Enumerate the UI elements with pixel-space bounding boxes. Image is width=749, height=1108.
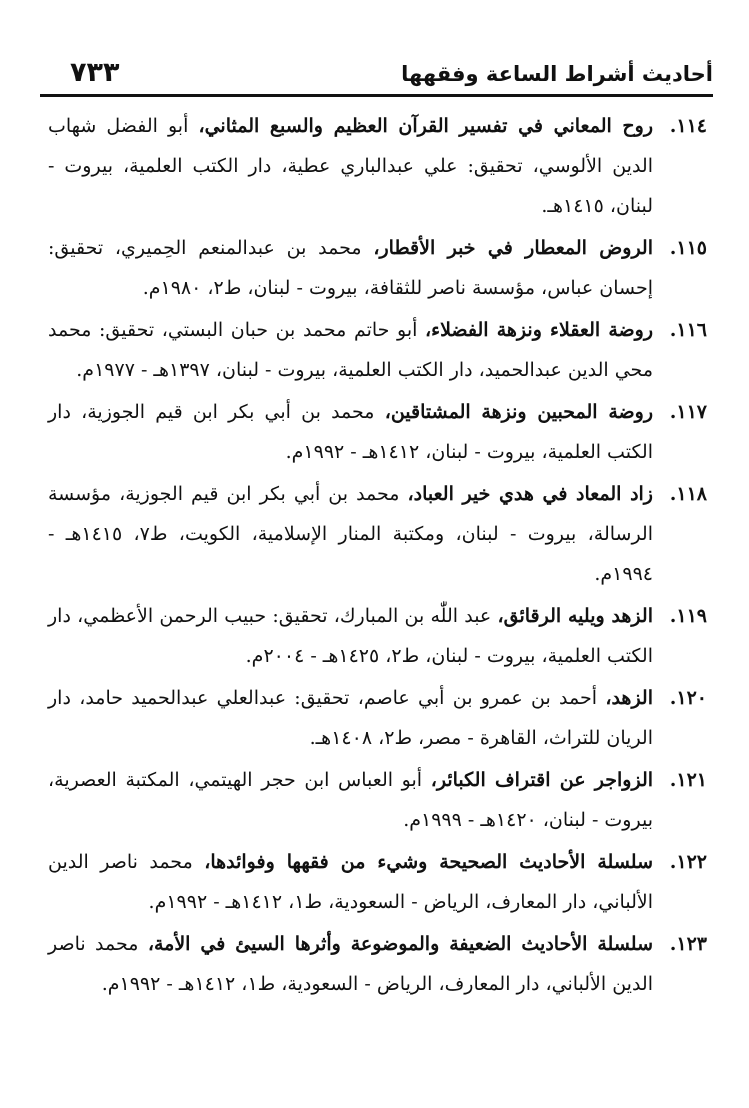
bibliography-entry-120 xyxy=(48,678,707,758)
entry-details: محمد ناصر الدين الألباني، دار المعارف، الرياض - السعودية، ط١، ١٤١٢هـ - ١٩٩٢م. xyxy=(48,851,653,913)
bibliography-entry-122 xyxy=(48,842,707,922)
entry-details: أحمد بن عمرو بن أبي عاصم، تحقيق: عبدالعلي عبدالحميد حامد، دار الريان للتراث، القاهرة - مصر، ط٢، ١٤٠٨هـ. xyxy=(48,687,653,749)
bibliography-list xyxy=(48,106,707,1006)
entry-details: أبو حاتم محمد بن حبان البستي، تحقيق: محمد محي الدين عبدالحميد، دار الكتب العلمية، بيروت - لبنان، ١٣٩٧هـ - ١٩٧٧م. xyxy=(48,319,653,381)
header-rule xyxy=(40,94,713,97)
entry-number: ١١٩. xyxy=(669,605,707,627)
bibliography-entry-115 xyxy=(48,228,707,308)
entry-title: الزهد، xyxy=(605,687,653,709)
bibliography-entry-119 xyxy=(48,596,707,676)
entry-title: زاد المعاد في هدي خير العباد، xyxy=(407,483,653,505)
page-header xyxy=(40,50,713,92)
entry-number: ١٢٢. xyxy=(669,851,707,873)
entry-title: الروض المعطار في خبر الأقطار، xyxy=(373,237,653,259)
entry-number: ١١٥. xyxy=(669,237,707,259)
bibliography-entry-117 xyxy=(48,392,707,472)
entry-details: أبو العباس ابن حجر الهيتمي، المكتبة العصرية، بيروت - لبنان، ١٤٢٠هـ - ١٩٩٩م. xyxy=(48,769,653,831)
entry-number: ١٢٠. xyxy=(669,687,707,709)
entry-title: سلسلة الأحاديث الضعيفة والموضوعة وأثرها السيئ في الأمة، xyxy=(147,933,654,955)
entry-title: سلسلة الأحاديث الصحيحة وشيء من فقهها وفوائدها، xyxy=(204,851,653,873)
entry-details: محمد ناصر الدين الألباني، دار المعارف، الرياض - السعودية، ط١، ١٤١٢هـ - ١٩٩٢م. xyxy=(48,933,653,995)
entry-title: روح المعاني في تفسير القرآن العظيم والسبع المثاني، xyxy=(198,115,654,137)
entry-number: ١١٤. xyxy=(669,115,707,137)
entry-details: محمد بن أبي بكر ابن قيم الجوزية، مؤسسة الرسالة، بيروت - لبنان، ومكتبة المنار الإسلامية، الكويت، ط٧، ١٤١٥هـ - ١٩٩٤م. xyxy=(48,483,654,585)
entry-number: ١١٧. xyxy=(669,401,707,423)
entry-number: ١١٨. xyxy=(669,483,707,505)
entry-title: الزواجر عن اقتراف الكبائر، xyxy=(430,769,654,791)
page-number: ٧٣٣ xyxy=(70,57,120,88)
bibliography-entry-118 xyxy=(48,474,707,594)
bibliography-entry-123 xyxy=(48,924,707,1004)
entry-details: أبو الفضل شهاب الدين الألوسي، تحقيق: علي عبدالباري عطية، دار الكتب العلمية، بيروت - لبنان، ١٤١٥هـ. xyxy=(48,115,653,217)
bibliography-entry-121 xyxy=(48,760,707,840)
bibliography-entry-114 xyxy=(48,106,707,226)
entry-details: محمد بن عبدالمنعم الحِميري، تحقيق: إحسان عباس، مؤسسة ناصر للثقافة، بيروت - لبنان، ط٢، ١٩٨٠م. xyxy=(48,237,653,299)
entry-number: ١٢٣. xyxy=(669,933,707,955)
entry-number: ١١٦. xyxy=(669,319,707,341)
entry-number: ١٢١. xyxy=(669,769,707,791)
bibliography-entry-116 xyxy=(48,310,707,390)
entry-title: روضة العقلاء ونزهة الفضلاء، xyxy=(425,319,654,341)
entry-details: محمد بن أبي بكر ابن قيم الجوزية، دار الكتب العلمية، بيروت - لبنان، ١٤١٢هـ - ١٩٩٢م. xyxy=(48,401,653,463)
running-title: أحاديث أشراط الساعة وفقهها xyxy=(401,62,713,86)
entry-title: روضة المحبين ونزهة المشتاقين، xyxy=(384,401,654,423)
entry-title: الزهد ويليه الرقائق، xyxy=(497,605,653,627)
entry-details: عبد اللّٰه بن المبارك، تحقيق: حبيب الرحمن الأعظمي، دار الكتب العلمية، بيروت - لبنان، ط٢، ١٤٢٥هـ - ٢٠٠٤م. xyxy=(48,605,653,667)
